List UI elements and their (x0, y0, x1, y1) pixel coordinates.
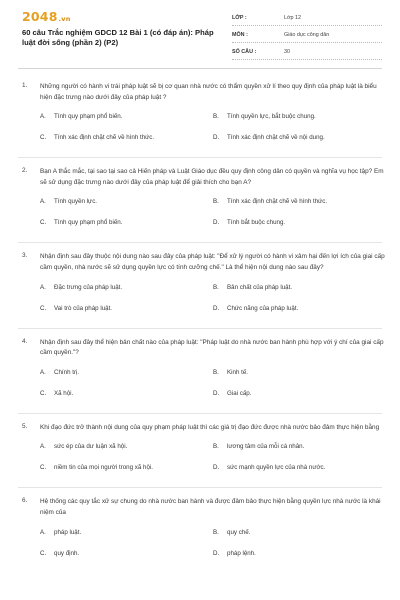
option-letter: D. (213, 464, 220, 472)
option-text: sức mạnh quyền lực của nhà nước. (227, 464, 326, 472)
option-text: niềm tin của mọi người trong xã hội. (54, 464, 153, 472)
option-row (40, 550, 386, 571)
question-text: Bạn A thắc mắc, tại sao tại sao cả Hiến pháp và Luật Giáo dục đều quy định công dân có quyền và nghĩa vụ học tập? Em sẽ sử dụng đặc trưng nào dưới đây của pháp luật để giải thích cho bạn A? (40, 168, 384, 186)
option-b[interactable] (213, 284, 292, 291)
option-text: Kinh tế. (227, 368, 248, 376)
answer-options (40, 284, 386, 326)
question-separator (18, 487, 382, 488)
meta-label: SỐ CÂU : (232, 49, 257, 55)
option-text: Chức năng của pháp luật. (227, 304, 299, 312)
option-row (40, 443, 386, 464)
option-a[interactable] (40, 284, 122, 291)
question-number: 5. (22, 422, 28, 430)
document-header (0, 0, 400, 64)
question-number: 3. (22, 252, 28, 260)
option-text: Vai trò của pháp luật. (54, 304, 113, 312)
option-c[interactable] (40, 219, 122, 226)
question-text: Những người có hành vi trái pháp luật sẽ bị cơ quan nhà nước có thẩm quyền xử lí theo quy định của pháp luật là biểu hiện đặc trưng nào dưới đây của pháp luật ? (40, 83, 377, 101)
option-letter: D. (213, 134, 220, 142)
option-a[interactable] (40, 529, 81, 536)
option-b[interactable] (213, 443, 304, 450)
question-text: Nhận định sau đây thể hiện bản chất nào của pháp luật: "Pháp luật do nhà nước ban hành phù hợp với ý chí của giai cấp cầm quyền."? (40, 338, 384, 357)
option-text: Tính quyền lực, bắt buộc chung. (227, 113, 316, 121)
option-letter: C. (40, 549, 47, 557)
option-letter: B. (213, 528, 219, 536)
option-d[interactable] (213, 550, 256, 557)
option-b[interactable] (213, 369, 248, 376)
meta-value: Giáo dục công dân (284, 32, 330, 38)
option-b[interactable] (213, 113, 316, 120)
header-divider (18, 68, 382, 69)
option-letter: B. (213, 443, 219, 451)
option-letter: B. (213, 198, 219, 206)
option-row (40, 198, 386, 219)
question-text: Nhận định sau đây thuộc nội dung nào sau đây của pháp luật: "Để xử lý người có hành vi xâm hại đến lợi ích của giai cấp cầm quyền, nhà nước sẽ sử dụng quyền lực có tính cưỡng chế." Là thể hiện nội dung nào sau đây? (40, 253, 385, 271)
option-letter: A. (40, 443, 46, 451)
question-number: 4. (22, 337, 28, 345)
option-letter: A. (40, 283, 46, 291)
option-text: Xã hội. (54, 389, 74, 397)
question-1 (0, 82, 400, 158)
meta-label: LỚP : (232, 15, 247, 21)
answer-options (40, 443, 386, 485)
option-letter: C. (40, 304, 47, 312)
question-separator (18, 328, 382, 329)
logo-text: 2048 (22, 9, 58, 24)
option-letter: C. (40, 134, 47, 142)
option-letter: C. (40, 389, 47, 397)
logo-suffix: .vn (58, 15, 71, 23)
question-text: Khi đạo đức trở thành nội dung của quy phạm pháp luật thì các giá trị đạo đức được nhà nước bảo đảm thực hiện bằng (40, 423, 380, 431)
question-number: 6. (22, 497, 28, 505)
option-d[interactable] (213, 464, 325, 471)
option-row (40, 529, 386, 550)
option-letter: C. (40, 219, 47, 227)
option-row (40, 113, 386, 134)
option-d[interactable] (213, 219, 285, 226)
option-text: Bản chất của pháp luật. (227, 283, 293, 291)
option-letter: A. (40, 528, 46, 536)
option-text: pháp lệnh. (227, 549, 256, 557)
question-2 (0, 167, 400, 243)
question-3 (0, 252, 400, 328)
option-a[interactable] (40, 369, 79, 376)
option-a[interactable] (40, 198, 97, 205)
question-text: Hệ thống các quy tắc xử sự chung do nhà nước ban hành và được đảm bảo thực hiện bằng quyền lực nhà nước là khái niệm của (40, 498, 381, 516)
question-separator (18, 242, 382, 243)
option-text: Tính quy phạm phổ biến. (54, 113, 123, 121)
option-c[interactable] (40, 134, 154, 141)
option-letter: A. (40, 198, 46, 206)
option-letter: B. (213, 368, 219, 376)
document-meta (232, 12, 382, 63)
option-text: sức ép của dư luận xã hội. (54, 443, 128, 451)
question-4 (0, 338, 400, 414)
option-row (40, 305, 386, 326)
option-row (40, 464, 386, 485)
option-text: Tính quyền lực. (54, 198, 98, 206)
option-text: quy định. (54, 549, 80, 557)
option-a[interactable] (40, 113, 122, 120)
option-letter: D. (213, 219, 220, 227)
option-b[interactable] (213, 529, 250, 536)
option-row (40, 134, 386, 155)
option-c[interactable] (40, 305, 112, 312)
meta-row-grade (232, 12, 382, 26)
answer-options (40, 113, 386, 155)
option-text: Tính quy phạm phổ biến. (54, 219, 123, 227)
option-text: lương tâm của mỗi cá nhân. (227, 443, 305, 451)
meta-label: MÔN : (232, 32, 248, 38)
option-text: Tính bắt buộc chung. (227, 219, 286, 227)
question-separator (18, 413, 382, 414)
meta-value: 30 (284, 49, 290, 55)
meta-value: Lớp 12 (284, 15, 302, 21)
option-letter: D. (213, 389, 220, 397)
site-logo[interactable] (22, 9, 71, 24)
option-text: pháp luật. (54, 528, 82, 536)
document-title: 60 câu Trắc nghiệm GDCD 12 Bài 1 (có đáp án): Pháp luật đời sống (phần 2) (P2) (22, 28, 214, 47)
option-text: Chính trị. (54, 368, 80, 376)
question-number: 1. (22, 82, 28, 89)
option-letter: C. (40, 464, 47, 472)
option-text: Đặc trưng của pháp luật. (54, 283, 123, 291)
option-text: Tính xác định chặt chẽ về nội dung. (227, 134, 325, 142)
option-text: Tính xác định chặt chẽ về hình thức. (227, 198, 328, 206)
option-letter: D. (213, 549, 220, 557)
option-d[interactable] (213, 305, 298, 312)
answer-options (40, 198, 386, 240)
option-letter: D. (213, 304, 220, 312)
answer-options (40, 369, 386, 411)
question-number: 2. (22, 167, 28, 175)
option-c[interactable] (40, 550, 79, 557)
option-text: Giai cấp. (227, 389, 252, 397)
option-text: Tính xác định chặt chẽ về hình thức. (54, 134, 155, 142)
option-letter: B. (213, 283, 219, 291)
meta-row-question-count (232, 46, 382, 60)
option-c[interactable] (40, 390, 73, 397)
option-d[interactable] (213, 390, 251, 397)
meta-row-subject (232, 29, 382, 43)
option-letter: A. (40, 113, 46, 121)
question-5 (0, 423, 400, 489)
option-row (40, 219, 386, 240)
option-row (40, 284, 386, 305)
question-list (0, 82, 400, 571)
answer-options (40, 529, 386, 571)
option-row (40, 369, 386, 390)
option-a[interactable] (40, 443, 127, 450)
option-letter: A. (40, 368, 46, 376)
option-text: quy chế. (227, 528, 251, 536)
option-b[interactable] (213, 198, 327, 205)
question-separator (18, 157, 382, 158)
option-letter: B. (213, 113, 219, 121)
question-6 (0, 497, 400, 570)
option-row (40, 390, 386, 411)
option-d[interactable] (213, 134, 325, 141)
option-c[interactable] (40, 464, 153, 471)
